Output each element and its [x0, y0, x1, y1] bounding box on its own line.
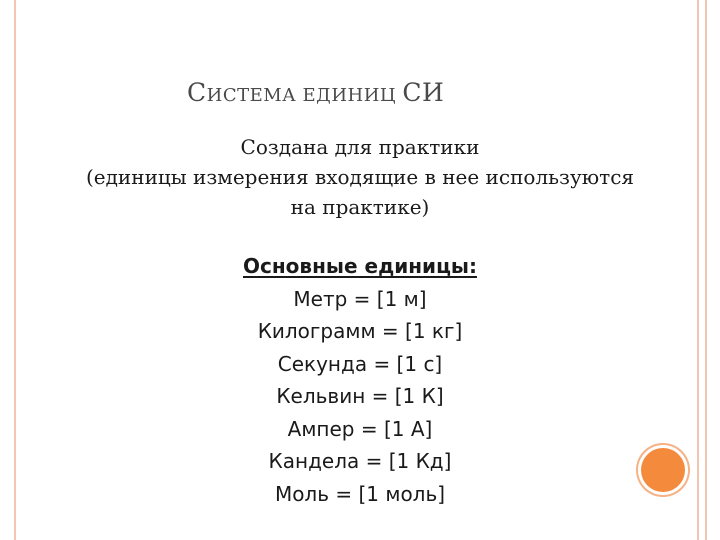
intro-line-1: Создана для практики: [240, 135, 480, 159]
intro-line-3: на практике): [290, 195, 430, 219]
right-frame-line-inner: [697, 0, 699, 540]
intro-line-2: (единицы измерения входящие в нее используются: [85, 165, 635, 189]
title-small-caps: ИСТЕМА ЕДИНИЦ: [206, 85, 403, 106]
right-frame-line-outer: [705, 0, 707, 540]
unit-row-mole: Моль = [1 моль]: [274, 481, 446, 506]
units-heading: Основные единицы:: [243, 254, 477, 278]
intro-text: [40, 132, 680, 222]
slide-title: [187, 78, 444, 107]
title-first-letter: С: [187, 78, 207, 107]
base-units-list: [150, 250, 570, 510]
unit-row-kilogram: Килограмм = [1 кг]: [257, 319, 463, 343]
unit-row-candela: Кандела = [1 Кд]: [268, 449, 452, 473]
unit-row-meter: Метр = [1 м]: [293, 286, 427, 311]
unit-row-second: Секунда = [1 с]: [277, 351, 443, 376]
unit-row-ampere: Ампер = [1 А]: [287, 416, 433, 441]
left-frame-line: [14, 0, 16, 540]
orange-circle-decoration: [641, 448, 685, 492]
title-acronym: СИ: [402, 78, 445, 107]
unit-row-kelvin: Кельвин = [1 К]: [276, 384, 444, 408]
